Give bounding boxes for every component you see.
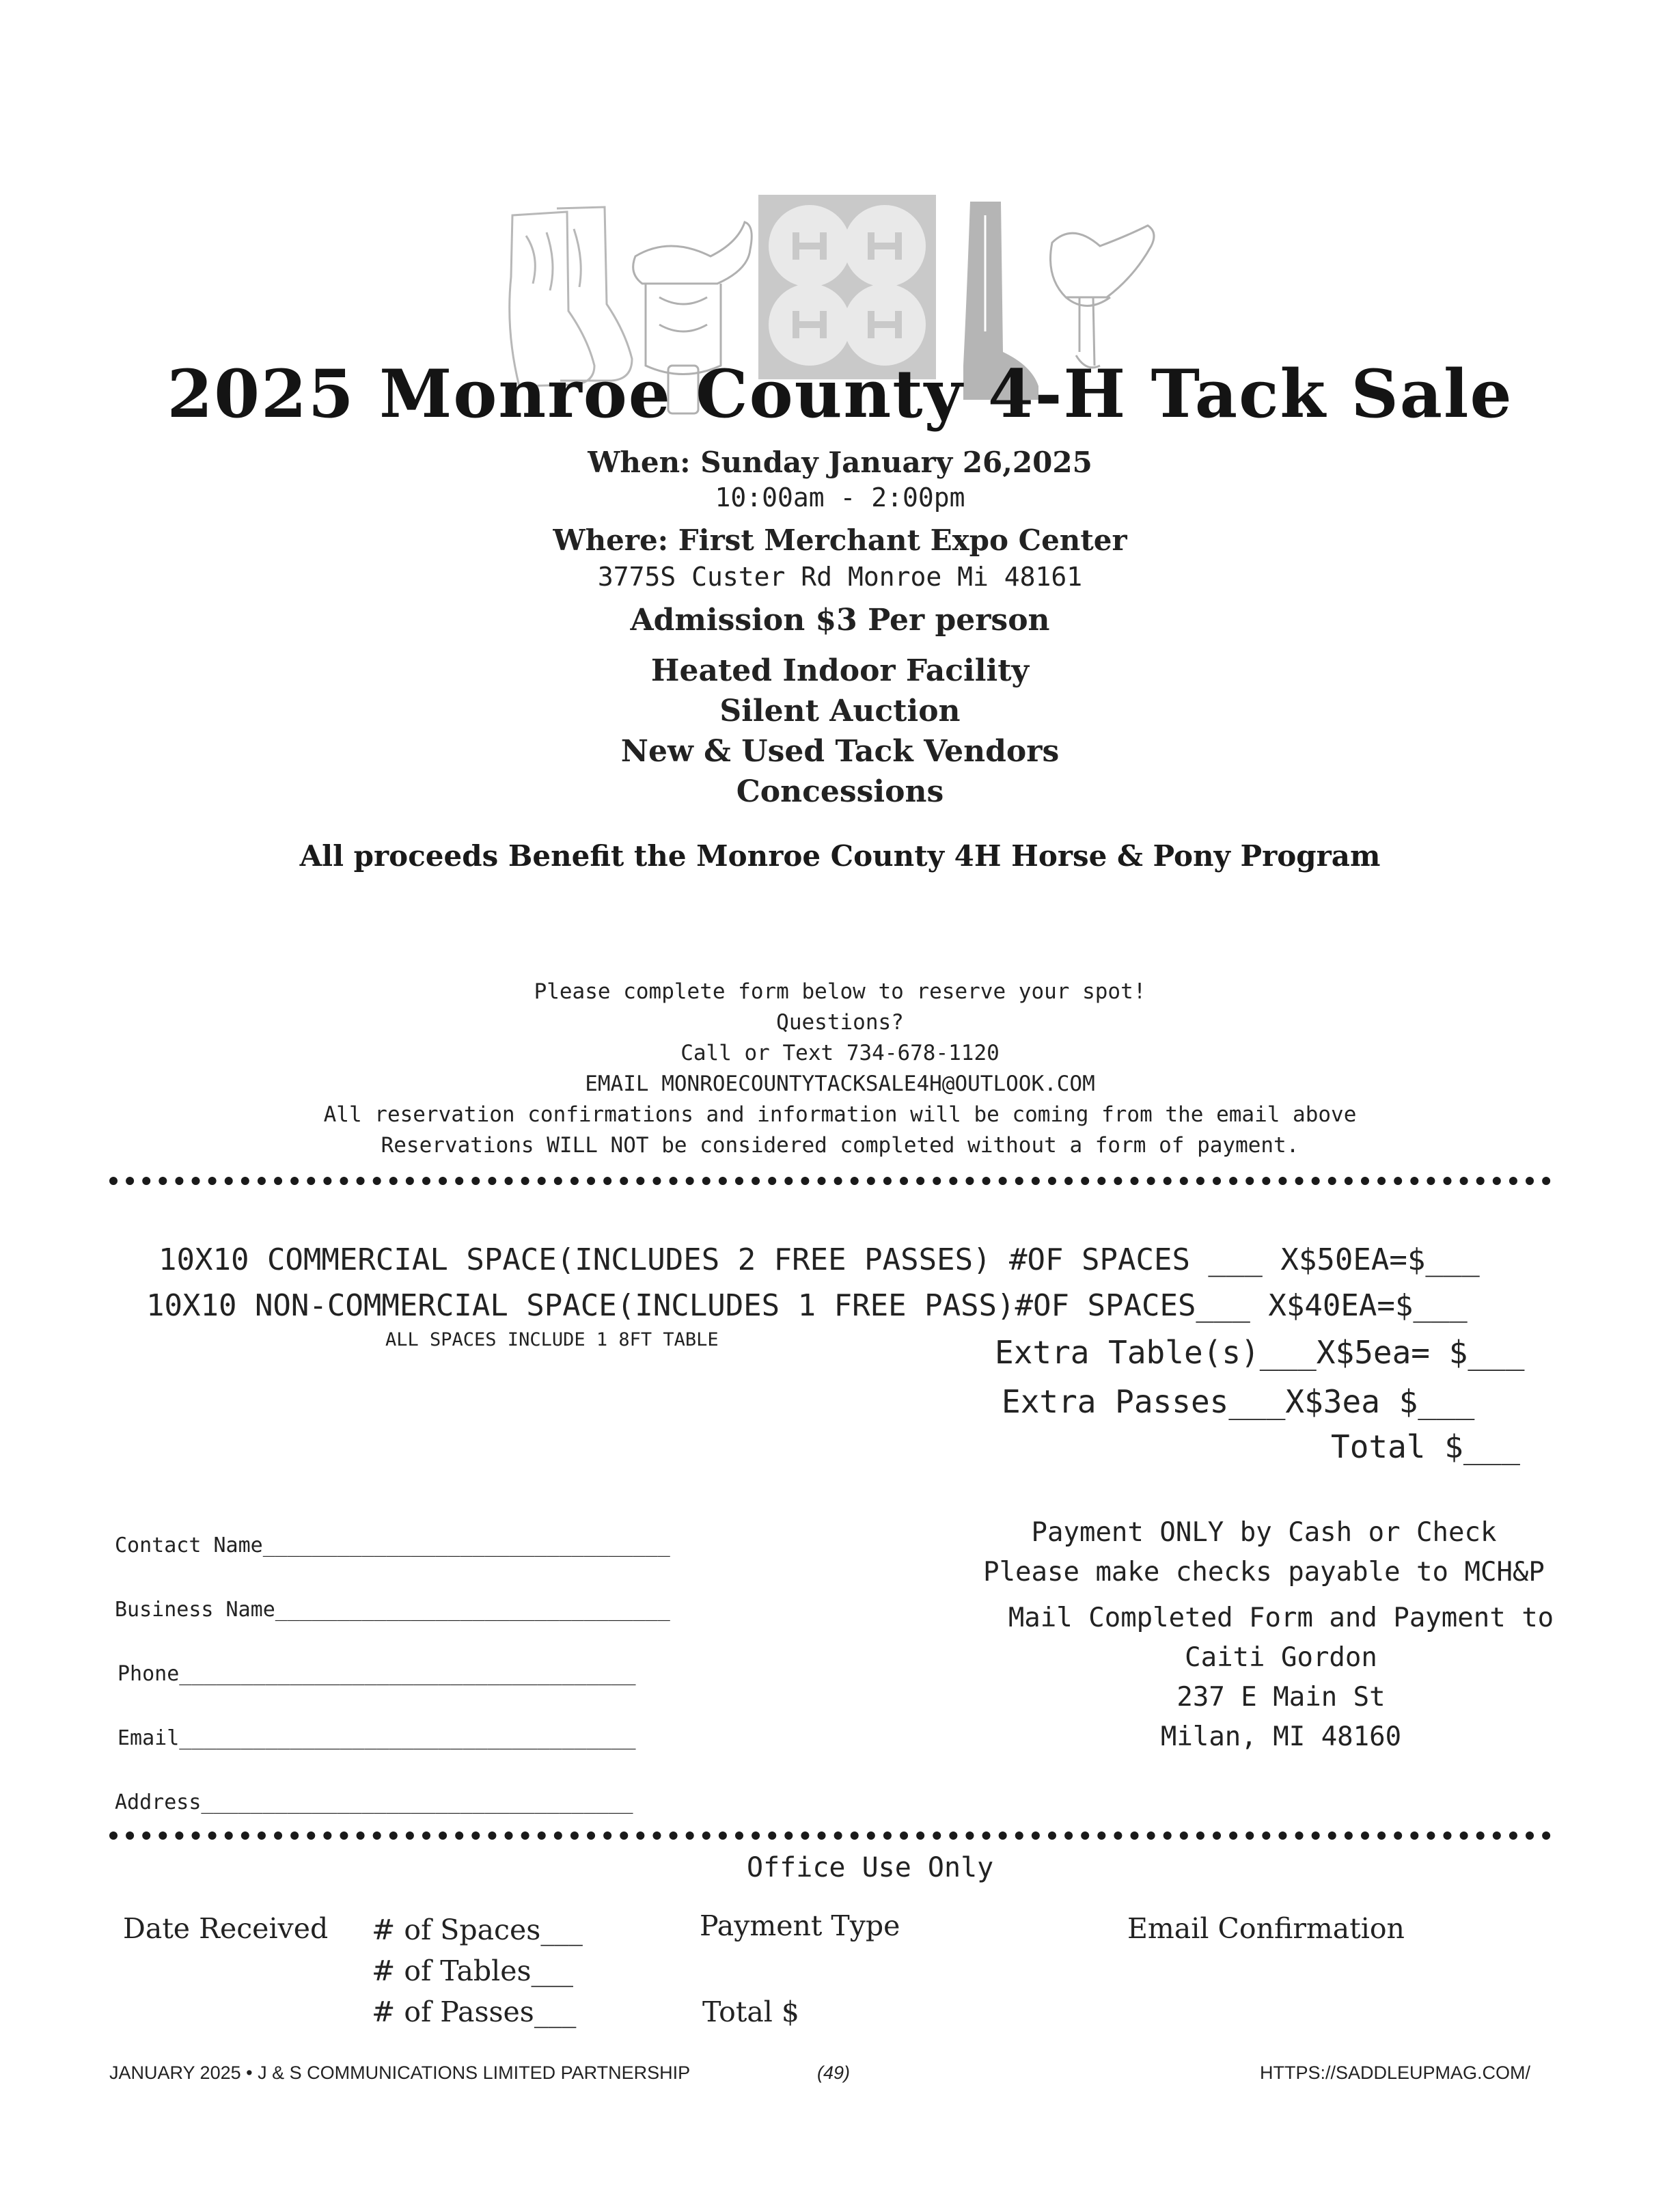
- office-email-confirmation: Email Confirmation: [1127, 1912, 1405, 1945]
- contact-name-field[interactable]: Contact Name_________________________________: [115, 1534, 670, 1557]
- office-passes: # of Passes___: [372, 1996, 577, 2028]
- payment-payable: Please make checks payable to MCH&P: [983, 1557, 1545, 1588]
- page-number: (49): [817, 2062, 851, 2083]
- dotted-divider: [109, 1177, 1551, 1185]
- office-use-heading: Office Use Only: [747, 1852, 994, 1883]
- contact-confirmations: All reservation confirmations and information will be coming from the email above: [323, 1102, 1357, 1127]
- event-time: 10:00am - 2:00pm: [715, 482, 965, 513]
- mail-street: 237 E Main St: [1176, 1682, 1386, 1713]
- event-when: When: Sunday January 26,2025: [588, 446, 1092, 479]
- feature-item: Silent Auction: [719, 694, 961, 728]
- phone-field[interactable]: Phone_____________________________________: [118, 1662, 636, 1686]
- contact-instructions: Please complete form below to reserve your spot!: [534, 979, 1146, 1004]
- office-payment-type: Payment Type: [700, 1909, 900, 1942]
- event-title: 2025 Monroe County 4-H Tack Sale: [167, 355, 1513, 433]
- order-extra-passes: Extra Passes___X$3ea $___: [1002, 1383, 1475, 1420]
- proceeds-note: All proceeds Benefit the Monroe County 4H Horse & Pony Program: [299, 839, 1381, 873]
- office-total: Total $: [702, 1996, 799, 2028]
- feature-item: Heated Indoor Facility: [650, 653, 1030, 688]
- mail-instructions: Mail Completed Form and Payment to: [1008, 1603, 1554, 1633]
- event-address: 3775S Custer Rd Monroe Mi 48161: [597, 562, 1083, 592]
- contact-phone: Call or Text 734-678-1120: [680, 1041, 1000, 1065]
- office-date-received: Date Received: [123, 1912, 329, 1945]
- event-admission: Admission $3 Per person: [630, 603, 1050, 638]
- mail-city: Milan, MI 48160: [1160, 1721, 1402, 1752]
- office-spaces: # of Spaces___: [372, 1913, 583, 1946]
- footer-url[interactable]: HTTPS://SADDLEUPMAG.COM/: [1260, 2062, 1531, 2083]
- english-saddle-icon: [1051, 226, 1155, 368]
- order-total: Total $___: [1331, 1428, 1520, 1465]
- clover-4h-icon: [758, 195, 936, 379]
- business-name-field[interactable]: Business Name________________________________: [115, 1598, 670, 1622]
- footer-publisher: JANUARY 2025 • J & S COMMUNICATIONS LIMITED PARTNERSHIP: [109, 2062, 691, 2083]
- contact-questions: Questions?: [776, 1010, 904, 1035]
- feature-item: New & Used Tack Vendors: [620, 734, 1060, 769]
- payment-method: Payment ONLY by Cash or Check: [1031, 1517, 1497, 1548]
- order-commercial-space: 10X10 COMMERCIAL SPACE(INCLUDES 2 FREE PASSES) #OF SPACES ___ X$50EA=$___: [159, 1242, 1480, 1277]
- mail-name: Caiti Gordon: [1185, 1642, 1377, 1673]
- dotted-divider: [109, 1831, 1551, 1840]
- feature-item: Concessions: [736, 774, 944, 809]
- table-note: ALL SPACES INCLUDE 1 8FT TABLE: [385, 1329, 719, 1350]
- contact-email: EMAIL MONROECOUNTYTACKSALE4H@OUTLOOK.COM: [585, 1072, 1095, 1096]
- office-tables: # of Tables___: [372, 1954, 574, 1987]
- event-where: Where: First Merchant Expo Center: [553, 523, 1127, 557]
- contact-payment-note: Reservations WILL NOT be considered completed without a form of payment.: [381, 1133, 1299, 1158]
- order-noncommercial-space: 10X10 NON-COMMERCIAL SPACE(INCLUDES 1 FREE PASS)#OF SPACES___ X$40EA=$___: [146, 1288, 1468, 1323]
- order-extra-tables: Extra Table(s)___X$5ea= $___: [995, 1334, 1525, 1371]
- address-field[interactable]: Address___________________________________: [115, 1790, 633, 1814]
- email-field[interactable]: Email_____________________________________: [118, 1726, 636, 1750]
